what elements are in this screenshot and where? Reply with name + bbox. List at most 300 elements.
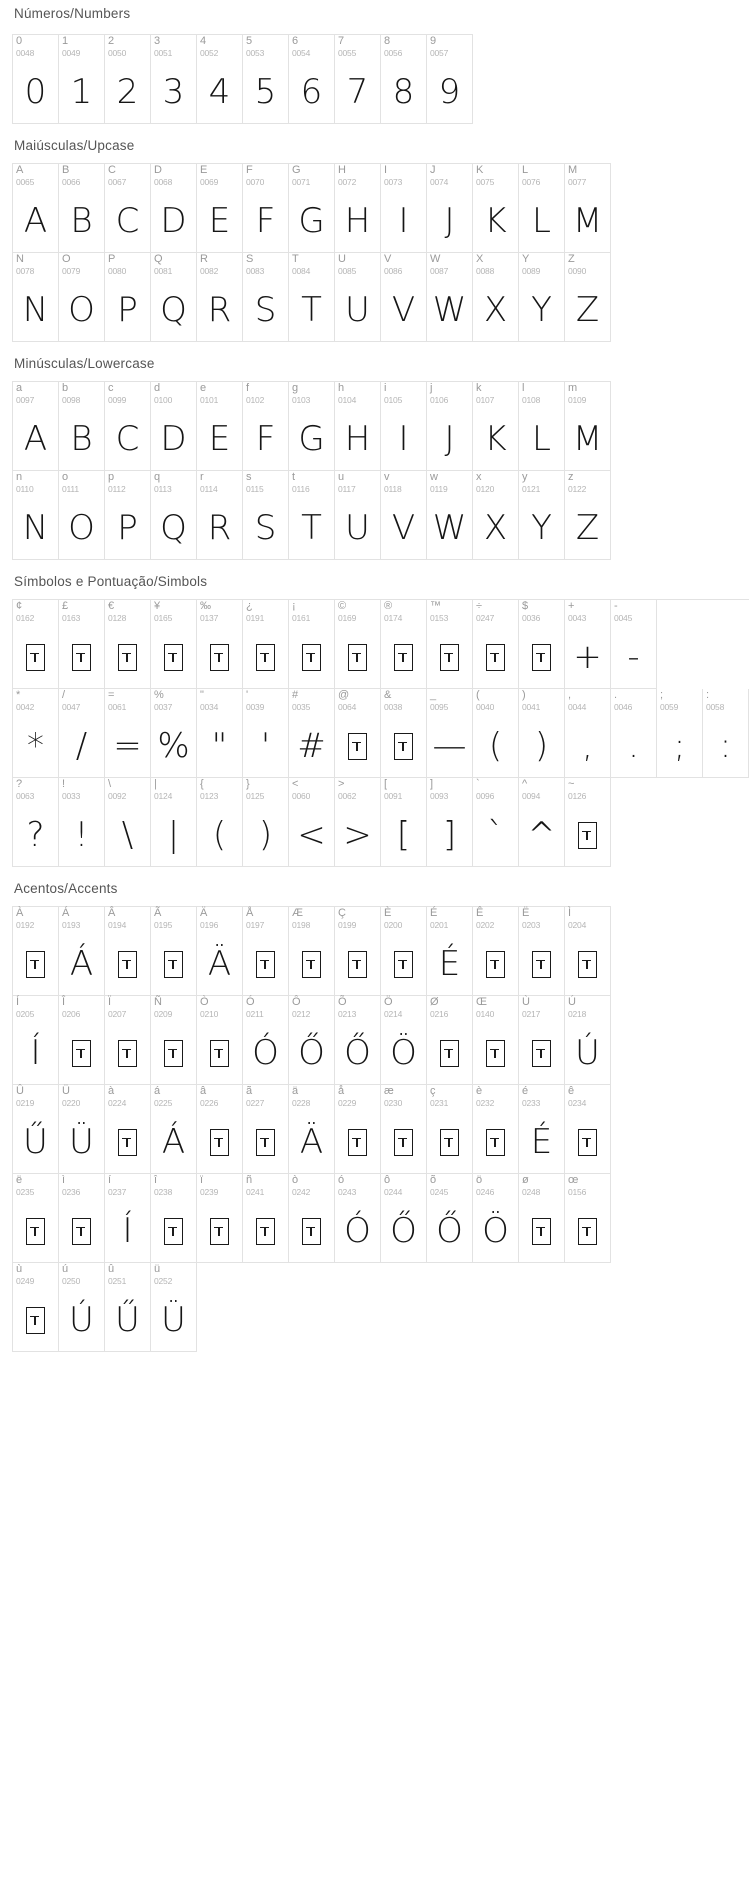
glyph-cell[interactable]: [427, 382, 473, 471]
glyph-cell[interactable]: [565, 907, 611, 996]
glyph-preview: Ő: [436, 1211, 463, 1251]
glyph-cell[interactable]: [611, 600, 657, 689]
glyph-cell[interactable]: [59, 35, 105, 124]
glyph-preview: 3: [162, 72, 185, 112]
glyph-cell[interactable]: [473, 1085, 519, 1174]
glyph-character-label: û: [108, 1263, 115, 1275]
glyph-cell[interactable]: [59, 253, 105, 342]
glyph-header: [105, 471, 150, 497]
glyph-preview: T: [301, 508, 322, 548]
glyph-cell[interactable]: [151, 1085, 197, 1174]
glyph-cell[interactable]: [243, 471, 289, 560]
glyph-character-label: %: [154, 689, 164, 701]
glyph-preview: H: [344, 201, 371, 241]
glyph-header: [59, 600, 104, 626]
glyph-cell[interactable]: [197, 471, 243, 560]
glyph-cell[interactable]: [473, 689, 519, 778]
glyph-character-label: k: [476, 382, 482, 394]
glyph-codepoint-label: 0122: [568, 484, 587, 494]
glyph-cell[interactable]: [519, 1174, 565, 1263]
glyph-header: [105, 778, 150, 804]
glyph-cell[interactable]: [381, 382, 427, 471]
glyph-cell[interactable]: [105, 253, 151, 342]
glyph-cell[interactable]: [381, 253, 427, 342]
glyph-cell[interactable]: [59, 689, 105, 778]
glyph-cell[interactable]: [59, 1174, 105, 1263]
tofu-box-icon: [256, 1129, 275, 1156]
glyph-character-label: U: [338, 253, 346, 265]
glyph-cell[interactable]: [565, 1174, 611, 1263]
glyph-preview: U: [345, 290, 370, 330]
glyph-cell[interactable]: [381, 996, 427, 1085]
glyph-character-label: +: [568, 600, 575, 612]
glyph-codepoint-label: 0068: [154, 177, 173, 187]
glyph-cell[interactable]: [151, 689, 197, 778]
glyph-character-label: N: [16, 253, 24, 265]
glyph-cell[interactable]: [519, 253, 565, 342]
glyph-cell[interactable]: [427, 907, 473, 996]
glyph-codepoint-label: 0075: [476, 177, 495, 187]
glyph-cell[interactable]: [13, 996, 59, 1085]
glyph-cell[interactable]: [289, 1085, 335, 1174]
glyph-preview: 1: [70, 72, 93, 112]
glyph-cell[interactable]: [519, 907, 565, 996]
glyph-cell[interactable]: [289, 35, 335, 124]
glyph-cell[interactable]: [105, 164, 151, 253]
glyph-cell[interactable]: [335, 778, 381, 867]
glyph-cell[interactable]: [289, 778, 335, 867]
glyph-cell[interactable]: [197, 996, 243, 1085]
glyph-header: [703, 689, 748, 715]
glyph-cell[interactable]: [335, 907, 381, 996]
glyph-cell[interactable]: [289, 689, 335, 778]
glyph-codepoint-label: 0231: [430, 1098, 449, 1108]
glyph-cell[interactable]: [197, 382, 243, 471]
glyph-cell[interactable]: [197, 689, 243, 778]
glyph-cell[interactable]: [427, 471, 473, 560]
glyph-cell[interactable]: [565, 253, 611, 342]
glyph-cell[interactable]: [427, 253, 473, 342]
glyph-cell[interactable]: [151, 1174, 197, 1263]
glyph-character-label: Õ: [338, 996, 347, 1008]
glyph-cell[interactable]: [657, 689, 703, 778]
glyph-cell[interactable]: [197, 1174, 243, 1263]
glyph-preview: Ű: [115, 1300, 140, 1340]
glyph-cell[interactable]: [243, 689, 289, 778]
glyph-cell[interactable]: [151, 253, 197, 342]
glyph-cell[interactable]: [197, 1085, 243, 1174]
glyph-cell[interactable]: [519, 600, 565, 689]
glyph-codepoint-label: 0162: [16, 613, 35, 623]
glyph-cell[interactable]: [105, 996, 151, 1085]
missing-glyph-icon: [565, 933, 610, 995]
glyph-codepoint-label: 0065: [16, 177, 35, 187]
glyph-cell[interactable]: [381, 471, 427, 560]
glyph-character-label: ø: [522, 1174, 529, 1186]
glyph-header: [335, 996, 380, 1022]
glyph-character-label: Á: [62, 907, 70, 919]
glyph-cell[interactable]: [197, 35, 243, 124]
glyph-preview: R: [207, 508, 232, 548]
glyph-cell[interactable]: [13, 253, 59, 342]
glyph-character-label: ç: [430, 1085, 436, 1097]
tofu-box-icon: [486, 644, 505, 671]
glyph-cell[interactable]: [473, 1174, 519, 1263]
glyph-cell[interactable]: [565, 996, 611, 1085]
glyph-header: [335, 778, 380, 804]
glyph-codepoint-label: 0080: [108, 266, 127, 276]
glyph-header: [105, 1263, 150, 1289]
glyph-cell[interactable]: [59, 1263, 105, 1352]
glyph-character-label: ?: [16, 778, 23, 790]
glyph-cell[interactable]: [151, 164, 197, 253]
glyph-cell[interactable]: [289, 382, 335, 471]
glyph-character-label: Ø: [430, 996, 439, 1008]
glyph-cell[interactable]: [289, 164, 335, 253]
glyph-cell[interactable]: [13, 1174, 59, 1263]
glyph-header: [13, 382, 58, 408]
glyph-character-label: H: [338, 164, 346, 176]
glyph-cell[interactable]: [473, 778, 519, 867]
glyph-cell[interactable]: [243, 1085, 289, 1174]
glyph-cell[interactable]: [427, 164, 473, 253]
glyph-row: [13, 778, 749, 867]
glyph-header: [335, 471, 380, 497]
glyph-cell[interactable]: [197, 164, 243, 253]
tofu-box-icon: [256, 644, 275, 671]
glyph-cell[interactable]: [473, 164, 519, 253]
glyph-codepoint-label: 0236: [62, 1187, 81, 1197]
glyph-cell[interactable]: [381, 1085, 427, 1174]
glyph-cell[interactable]: [151, 471, 197, 560]
glyph-cell[interactable]: [105, 689, 151, 778]
glyph-cell[interactable]: [59, 1085, 105, 1174]
glyph-cell[interactable]: [13, 600, 59, 689]
glyph-codepoint-label: 0041: [522, 702, 541, 712]
glyph-cell[interactable]: [243, 164, 289, 253]
glyph-row: [13, 996, 611, 1085]
glyph-cell[interactable]: [243, 907, 289, 996]
glyph-cell[interactable]: [427, 996, 473, 1085]
glyph-preview: Q: [160, 290, 187, 330]
glyph-cell[interactable]: [519, 778, 565, 867]
glyph-row: [13, 1174, 611, 1263]
glyph-preview: E: [208, 201, 231, 241]
glyph-table: [12, 34, 473, 124]
glyph-codepoint-label: 0116: [292, 484, 310, 494]
glyph-cell[interactable]: [59, 164, 105, 253]
glyph-header: [289, 996, 334, 1022]
glyph-codepoint-label: 0225: [154, 1098, 173, 1108]
glyph-codepoint-label: 0034: [200, 702, 219, 712]
glyph-cell[interactable]: [151, 778, 197, 867]
glyph-preview: V: [391, 290, 416, 330]
glyph-cell[interactable]: [13, 1263, 59, 1352]
glyph-character-label: ã: [246, 1085, 253, 1097]
glyph-cell[interactable]: [151, 382, 197, 471]
glyph-cell[interactable]: [473, 253, 519, 342]
glyph-cell[interactable]: [381, 164, 427, 253]
glyph-header: [427, 1085, 472, 1111]
tofu-box-icon: [348, 1129, 367, 1156]
glyph-cell[interactable]: [151, 600, 197, 689]
glyph-header: [381, 382, 426, 408]
missing-glyph-icon: [105, 1111, 150, 1173]
glyph-preview: B: [70, 419, 93, 459]
glyph-cell[interactable]: [335, 1085, 381, 1174]
glyph-character-label: è: [476, 1085, 483, 1097]
glyph-cell[interactable]: [335, 382, 381, 471]
glyph-character-label: Å: [246, 907, 254, 919]
tofu-box-icon: [72, 1218, 91, 1245]
glyph-row: [13, 35, 473, 124]
glyph-cell[interactable]: [335, 600, 381, 689]
glyph-codepoint-label: 0163: [62, 613, 81, 623]
glyph-header: [519, 1085, 564, 1111]
glyph-cell[interactable]: [427, 35, 473, 124]
glyph-cell[interactable]: [13, 164, 59, 253]
glyph-cell[interactable]: [243, 996, 289, 1085]
glyph-codepoint-label: 0063: [16, 791, 35, 801]
glyph-cell[interactable]: [519, 689, 565, 778]
glyph-cell[interactable]: [105, 778, 151, 867]
glyph-cell[interactable]: [289, 907, 335, 996]
glyph-cell[interactable]: [473, 382, 519, 471]
glyph-preview: Z: [575, 508, 600, 548]
glyph-codepoint-label: 0243: [338, 1187, 357, 1197]
glyph-cell[interactable]: [289, 253, 335, 342]
missing-glyph-icon: [151, 1200, 196, 1262]
glyph-cell[interactable]: [59, 778, 105, 867]
glyph-cell[interactable]: [151, 1263, 197, 1352]
glyph-codepoint-label: 0114: [200, 484, 218, 494]
glyph-preview: N: [22, 508, 49, 548]
glyph-cell[interactable]: [13, 907, 59, 996]
missing-glyph-icon: [13, 1200, 58, 1262]
glyph-cell[interactable]: [105, 35, 151, 124]
section-title: Números/Numbers: [14, 6, 131, 21]
glyph-header: [289, 382, 334, 408]
glyph-header: [243, 382, 288, 408]
glyph-codepoint-label: 0097: [16, 395, 35, 405]
glyph-cell[interactable]: [289, 600, 335, 689]
glyph-codepoint-label: 0047: [62, 702, 81, 712]
glyph-cell[interactable]: [197, 907, 243, 996]
glyph-codepoint-label: 0251: [108, 1276, 127, 1286]
missing-glyph-icon: [151, 626, 196, 688]
glyph-cell[interactable]: [335, 164, 381, 253]
glyph-codepoint-label: 0165: [154, 613, 173, 623]
glyph-cell[interactable]: [519, 996, 565, 1085]
glyph-cell[interactable]: [381, 35, 427, 124]
glyph-cell[interactable]: [519, 164, 565, 253]
glyph-cell[interactable]: [335, 996, 381, 1085]
glyph-preview: L: [532, 419, 551, 459]
glyph-cell[interactable]: [197, 600, 243, 689]
glyph-cell[interactable]: [243, 382, 289, 471]
glyph-cell[interactable]: [105, 471, 151, 560]
glyph-character-label: 3: [154, 35, 161, 47]
glyph-header: [243, 996, 288, 1022]
glyph-preview: Á: [69, 944, 94, 984]
glyph-cell[interactable]: [197, 778, 243, 867]
glyph-cell[interactable]: [151, 996, 197, 1085]
glyph-character-label: D: [154, 164, 162, 176]
glyph-cell[interactable]: [59, 907, 105, 996]
tofu-box-icon: [578, 1129, 597, 1156]
glyph-cell[interactable]: [105, 907, 151, 996]
glyph-cell[interactable]: [565, 600, 611, 689]
glyph-cell[interactable]: [105, 1174, 151, 1263]
glyph-character-label: 2: [108, 35, 115, 47]
glyph-header: [381, 907, 426, 933]
glyph-cell[interactable]: [335, 253, 381, 342]
glyph-cell[interactable]: [243, 778, 289, 867]
glyph-cell[interactable]: [335, 35, 381, 124]
glyph-header: [197, 164, 242, 190]
glyph-preview: W: [432, 508, 467, 548]
glyph-cell[interactable]: [105, 1263, 151, 1352]
glyph-cell[interactable]: [427, 1085, 473, 1174]
glyph-cell[interactable]: [59, 600, 105, 689]
glyph-cell[interactable]: [427, 778, 473, 867]
glyph-codepoint-label: 0252: [154, 1276, 173, 1286]
tofu-box-icon: [118, 951, 137, 978]
glyph-codepoint-label: 0037: [154, 702, 173, 712]
missing-glyph-icon: [427, 1022, 472, 1084]
glyph-codepoint-label: 0089: [522, 266, 541, 276]
glyph-header: [381, 35, 426, 61]
glyph-cell[interactable]: [289, 1174, 335, 1263]
glyph-cell[interactable]: [289, 996, 335, 1085]
glyph-header: [381, 164, 426, 190]
glyph-header: [59, 35, 104, 61]
glyph-cell[interactable]: [611, 689, 657, 778]
glyph-cell[interactable]: [565, 164, 611, 253]
glyph-cell[interactable]: [105, 382, 151, 471]
glyph-cell[interactable]: [243, 600, 289, 689]
glyph-table: [12, 381, 611, 560]
glyph-cell[interactable]: [473, 996, 519, 1085]
glyph-character-label: V: [384, 253, 392, 265]
glyph-cell[interactable]: [335, 1174, 381, 1263]
glyph-character-label: >: [338, 778, 345, 790]
glyph-cell[interactable]: [427, 1174, 473, 1263]
glyph-codepoint-label: 0118: [384, 484, 402, 494]
glyph-preview: /: [75, 726, 88, 766]
glyph-character-label: ò: [292, 1174, 299, 1186]
glyph-cell[interactable]: [13, 382, 59, 471]
glyph-codepoint-label: 0038: [384, 702, 403, 712]
glyph-cell[interactable]: [13, 778, 59, 867]
glyph-cell[interactable]: [59, 471, 105, 560]
glyph-codepoint-label: 0060: [292, 791, 311, 801]
glyph-cell[interactable]: [565, 778, 611, 867]
glyph-character-label: ú: [62, 1263, 69, 1275]
glyph-cell[interactable]: [59, 996, 105, 1085]
glyph-cell[interactable]: [565, 471, 611, 560]
glyph-cell[interactable]: [151, 907, 197, 996]
glyph-cell[interactable]: [13, 471, 59, 560]
glyph-character-label: ‰: [200, 600, 211, 612]
glyph-codepoint-label: 0202: [476, 920, 495, 930]
glyph-header: [335, 253, 380, 279]
glyph-cell[interactable]: [59, 382, 105, 471]
glyph-codepoint-label: 0091: [384, 791, 403, 801]
glyph-cell[interactable]: [519, 382, 565, 471]
glyph-character-label: ,: [568, 689, 572, 701]
glyph-cell[interactable]: [13, 35, 59, 124]
glyph-cell[interactable]: [243, 1174, 289, 1263]
glyph-preview: *: [27, 726, 44, 766]
glyph-cell[interactable]: [565, 382, 611, 471]
glyph-cell[interactable]: [381, 1174, 427, 1263]
glyph-cell[interactable]: [427, 600, 473, 689]
glyph-character-label: ó: [338, 1174, 345, 1186]
glyph-preview: #: [297, 726, 326, 766]
glyph-cell[interactable]: [13, 1085, 59, 1174]
glyph-cell[interactable]: [565, 689, 611, 778]
glyph-cell[interactable]: [105, 600, 151, 689]
glyph-codepoint-label: 0077: [568, 177, 587, 187]
glyph-preview: ?: [26, 815, 45, 855]
glyph-cell[interactable]: [289, 471, 335, 560]
glyph-cell[interactable]: [565, 1085, 611, 1174]
glyph-cell[interactable]: [197, 253, 243, 342]
glyph-header: [243, 471, 288, 497]
glyph-cell[interactable]: [519, 1085, 565, 1174]
glyph-cell[interactable]: [473, 471, 519, 560]
glyph-cell[interactable]: [381, 600, 427, 689]
missing-glyph-icon: [335, 626, 380, 688]
glyph-codepoint-label: 0098: [62, 395, 81, 405]
glyph-header: [59, 1174, 104, 1200]
glyph-character-label: Ï: [108, 996, 112, 1008]
glyph-cell[interactable]: [381, 689, 427, 778]
glyph-cell[interactable]: [473, 600, 519, 689]
glyph-cell[interactable]: [243, 35, 289, 124]
glyph-cell[interactable]: [335, 689, 381, 778]
missing-glyph-icon: [427, 1111, 472, 1173]
missing-glyph-icon: [565, 1200, 610, 1262]
glyph-cell[interactable]: [13, 689, 59, 778]
glyph-header: [197, 253, 242, 279]
glyph-cell[interactable]: [703, 689, 749, 778]
missing-glyph-icon: [243, 626, 288, 688]
glyph-row: [13, 253, 611, 342]
glyph-cell[interactable]: [381, 907, 427, 996]
glyph-codepoint-label: 0203: [522, 920, 541, 930]
glyph-cell[interactable]: [381, 778, 427, 867]
glyph-header: [335, 1085, 380, 1111]
glyph-preview: Í: [122, 1211, 133, 1251]
glyph-cell[interactable]: [427, 689, 473, 778]
glyph-header: [427, 35, 472, 61]
glyph-preview: Ő: [298, 1033, 325, 1073]
glyph-header: [335, 1174, 380, 1200]
glyph-cell[interactable]: [473, 907, 519, 996]
glyph-cell[interactable]: [105, 1085, 151, 1174]
glyph-header: [473, 1085, 518, 1111]
glyph-cell[interactable]: [519, 471, 565, 560]
glyph-cell[interactable]: [151, 35, 197, 124]
glyph-cell[interactable]: [243, 253, 289, 342]
glyph-header: [105, 1174, 150, 1200]
glyph-cell[interactable]: [335, 471, 381, 560]
glyph-codepoint-label: 0227: [246, 1098, 265, 1108]
glyph-header: [105, 35, 150, 61]
tofu-box-icon: [486, 951, 505, 978]
